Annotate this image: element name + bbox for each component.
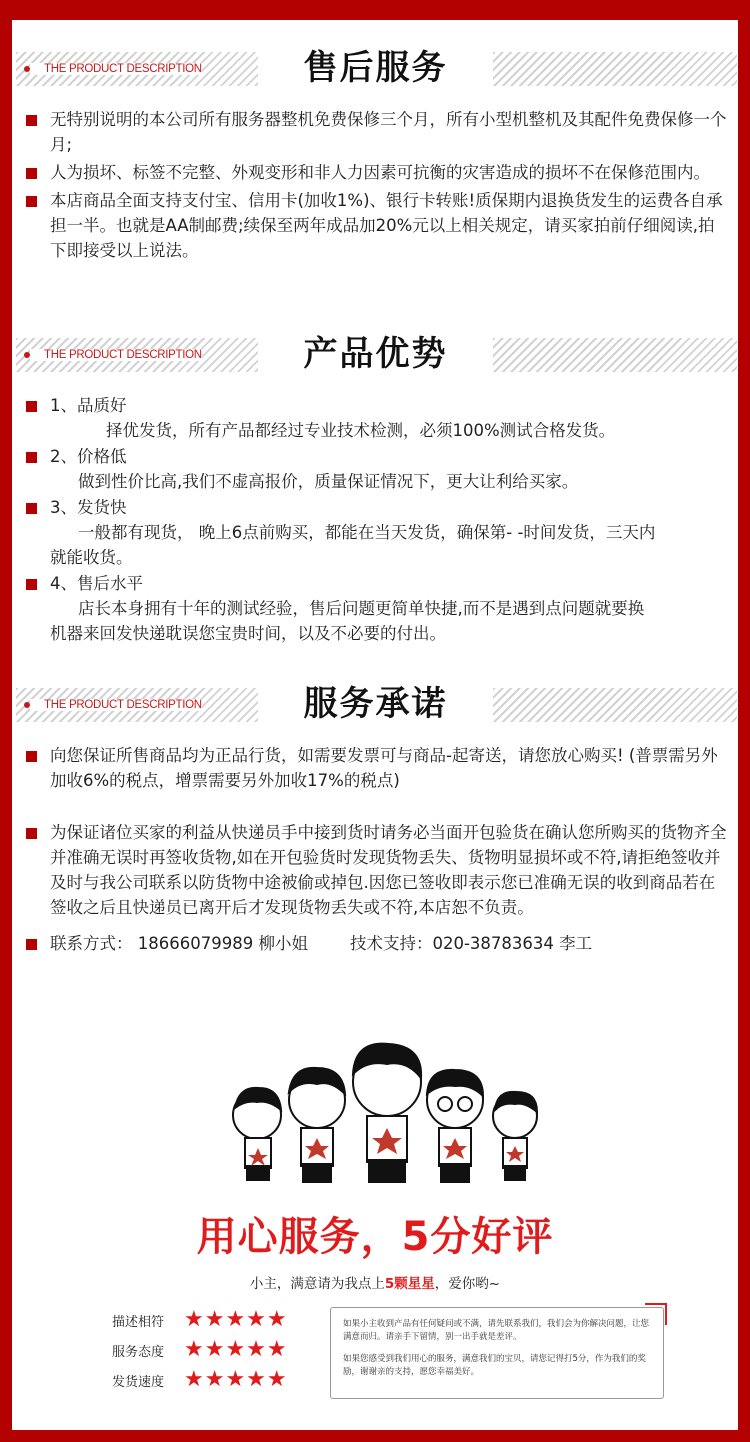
rating-row bbox=[112, 1365, 322, 1395]
list-item-body: 做到性价比高,我们不虚高报价，质量保证情况下，更大让利给买家。 bbox=[78, 472, 579, 491]
list-item: 1、品质好 bbox=[12, 393, 738, 418]
rating-row bbox=[112, 1305, 322, 1335]
section-subtitle: THE PRODUCT DESCRIPTION bbox=[16, 52, 202, 86]
slogan: 用心服务，5分好评 bbox=[196, 1214, 554, 1260]
child-figure bbox=[233, 1044, 537, 1182]
section-title: 产品优势 bbox=[303, 334, 448, 374]
section-title: 售后服务 bbox=[303, 48, 448, 88]
hatch-decoration bbox=[493, 338, 737, 372]
rating-label: 发货速度 bbox=[112, 1374, 165, 1390]
section-header bbox=[12, 48, 738, 88]
list-item-body: 就能收货。 bbox=[50, 548, 133, 567]
section-header bbox=[12, 684, 738, 724]
tech-support-info: 技术支持：020-38783634 李工 bbox=[349, 934, 593, 953]
rating-list bbox=[112, 1305, 322, 1395]
product-detail-page bbox=[12, 20, 738, 1430]
list-item: 4、售后水平 bbox=[12, 571, 738, 596]
feedback-note bbox=[330, 1307, 664, 1399]
square-bullet-icon bbox=[26, 115, 37, 126]
square-bullet-icon bbox=[26, 751, 37, 762]
list-item-body: 一般都有现货， 晚上6点前购买，都能在当天发货，确保第- -时间发货，三天内 bbox=[78, 523, 656, 542]
square-bullet-icon bbox=[26, 168, 37, 179]
list-item: 人为损坏、标签不完整、外观变形和非人力因素可抗衡的灾害造成的损坏不在保修范围内。 bbox=[12, 160, 738, 185]
note-paragraph: 如果小主收到产品有任何疑问或不满，请先联系我们，我们会为你解决问题，让您满意而归。请亲手下留情，别一出手就是差评。 bbox=[343, 1319, 650, 1342]
list-item-body: 店长本身拥有十年的测试经验，售后问题更简单快捷,而不是遇到点问题就要换 bbox=[78, 599, 645, 618]
star-icons: ★★★★★ bbox=[184, 1367, 288, 1392]
square-bullet-icon bbox=[26, 939, 37, 950]
promise-section bbox=[12, 684, 738, 724]
section-subtitle: THE PRODUCT DESCRIPTION bbox=[16, 338, 202, 372]
note-paragraph: 如果您感受到我们用心的服务，满意我们的宝贝，请您记得打5分，作为我们的奖励，谢谢亲的支持，愿您幸福美好。 bbox=[343, 1354, 646, 1377]
dot-icon bbox=[24, 66, 30, 72]
hatch-decoration bbox=[493, 52, 737, 86]
after-sales-section bbox=[12, 48, 738, 88]
hatch-decoration bbox=[493, 688, 737, 722]
contact-row bbox=[12, 931, 738, 956]
rating-label: 服务态度 bbox=[112, 1344, 165, 1360]
list-item: 向您保证所售商品均为正品行货，如需要发票可与商品-起寄送，请您放心购买! (普票需另外加收6%的税点，增票需要另外加收17%的税点) bbox=[12, 743, 738, 793]
dot-icon bbox=[24, 702, 30, 708]
advantages-section bbox=[12, 334, 738, 374]
square-bullet-icon bbox=[26, 503, 37, 514]
section-title: 服务承诺 bbox=[303, 684, 448, 724]
list-item-body: 择优发货，所有产品都经过专业技术检测，必须100%测试合格发货。 bbox=[106, 421, 616, 440]
section-header bbox=[12, 334, 738, 374]
square-bullet-icon bbox=[26, 452, 37, 463]
square-bullet-icon bbox=[26, 828, 37, 839]
square-bullet-icon bbox=[26, 401, 37, 412]
rating-request: 小主，满意请为我点上5颗星星，爱你哟~ bbox=[249, 1276, 501, 1292]
star-icons: ★★★★★ bbox=[184, 1307, 288, 1332]
list-item: 无特别说明的本公司所有服务器整机免费保修三个月，所有小型机整机及其配件免费保修一个月; bbox=[12, 107, 738, 157]
after-sales-list bbox=[12, 107, 738, 263]
list-item: 为保证诸位买家的利益从快递员手中接到货时请务必当面开包验货在确认您所购买的货物齐全并准确无误时再签收货物,如在开包验货时发现货物丢失、货物明显损坏或不符,请拒绝签收并及时与我公司联系以防货物中途被偷或掉包.因您已签收即表示您已准确无误的收到商品若在签收之后且快递员已离开后才发现货物丢失或不符,本店恕不负责。 bbox=[12, 820, 738, 920]
advantages-list bbox=[12, 393, 738, 646]
dot-icon bbox=[24, 352, 30, 358]
list-item: 3、发货快 bbox=[12, 495, 738, 520]
corner-decoration bbox=[645, 1303, 667, 1325]
contact-info: 联系方式： 18666079989 柳小姐 bbox=[50, 934, 308, 953]
list-item: 2、价格低 bbox=[12, 444, 738, 469]
promise-list bbox=[12, 743, 738, 956]
section-subtitle: THE PRODUCT DESCRIPTION bbox=[16, 688, 202, 722]
star-icons: ★★★★★ bbox=[184, 1337, 288, 1362]
rating-label: 描述相符 bbox=[112, 1314, 165, 1330]
square-bullet-icon bbox=[26, 196, 37, 207]
list-item-body: 机器来回发快递耽误您宝贵时间，以及不必要的付出。 bbox=[50, 624, 446, 643]
rating-row bbox=[112, 1335, 322, 1365]
list-item: 本店商品全面支持支付宝、信用卡(加收1%)、银行卡转账!质保期内退换货发生的运费各自承担一半。也就是AA制邮费;续保至两年成品加20%元以上相关规定，请买家拍前仔细阅读,拍下即接受以上说法。 bbox=[12, 188, 738, 263]
square-bullet-icon bbox=[26, 579, 37, 590]
cartoon-children-illustration bbox=[227, 1030, 547, 1200]
